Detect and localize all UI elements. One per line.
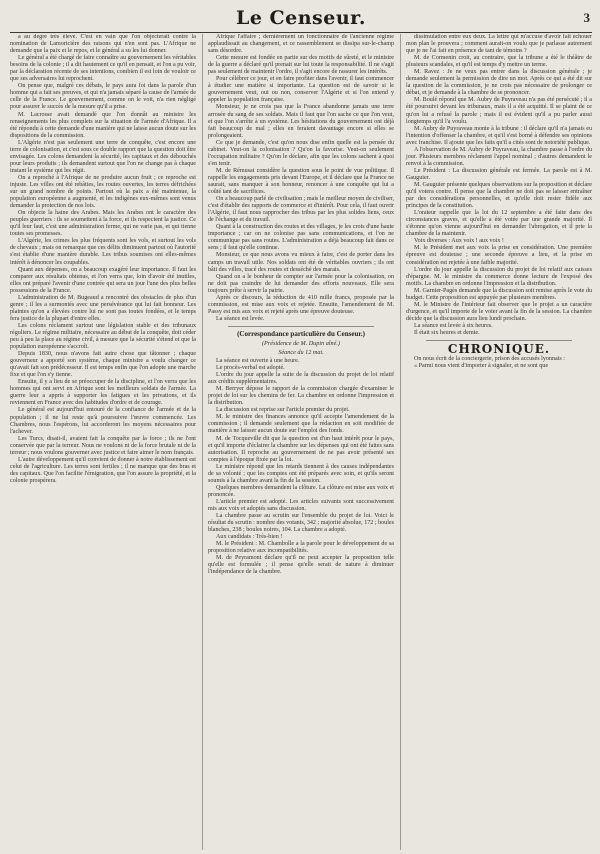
paragraph: On objecte la haine des Arabes. Mais les Arabes ont le caractère des peuples guerriers : ils se soumettent à la force, et ils respectent la justice. Ce qu'il leur faut, c'est une administration ferme, qui ne varie pas, et qui tienne toutes ses promesses. [10, 210, 196, 238]
paragraph: Cette mesure est fondée en partie sur des motifs de sûreté, et le ministre de la guerre a déclaré qu'il prenait sur lui toute la responsabilité. Il ne s'agit pas seulement de maintenir l'ordre, il s'agit encore de rassurer les intérêts. [208, 55, 394, 76]
paragraph: Monsieur, ce que nous avons vu mieux à faire, c'est de porter dans les camps un travail utile. Nos soldats ont été de véritables ouvriers ; ils ont bâti des villes, tracé des routes et desséché des marais. [208, 252, 394, 273]
paragraph: L'ordre du jour appelle la discussion du projet de loi relatif aux caisses d'épargne. M. le ministre du commerce donne lecture de l'exposé des motifs. La chambre en ordonne l'impression et la distribution. [406, 266, 592, 287]
paragraph: L'autre développement qu'il convient de donner à notre établissement est celui de l'agriculture. Les terres sont fertiles ; il ne manque que des bras et des capitaux. Que l'on facilite l'émigration, que l'on assure la propriété, et la colonie prospérera. [10, 456, 196, 484]
column-middle [202, 34, 394, 850]
paragraph: Pour célébrer ce jour, et en faire profiter dans l'avenir, il faut commencer à étudier une matière si importante. La question est de savoir si le gouvernement veut, oui ou non, conserver l'Algérie et si l'on entend y appeler la population française. [208, 76, 394, 104]
paragraph: M. Garnier-Pagès demande que la discussion soit remise après le vote du budget. Cette proposition est appuyée par plusieurs membres. [406, 287, 592, 301]
paragraph: La chambre passe au scrutin sur l'ensemble du projet de loi. Voici le résultat du scrutin : nombre des votants, 342 ; majorité absolue, 172 ; boules blanches, 238 ; boules noires, 104. La chambre a adopté. [208, 513, 394, 534]
paragraph: Monsieur, je ne crois pas que la France abandonne jamais une terre arrosée du sang de ses soldats. Mais il faut que l'on sache ce que l'on veut, et que l'on s'arrête à un système. Les hésitations du gouvernement ont déjà fait beaucoup de mal ; elles en feraient davantage encore si elles se prolongeaient. [208, 104, 394, 139]
paragraph: On nous écrit de la conciergerie, prison des accusés lyonnais : [414, 356, 565, 363]
paragraph: M. Lacrosse avait demandé que l'on donnât au ministre les renseignements les plus complets sur la situation de l'armée d'Afrique. Il a été répondu à cette demande d'une manière qui ne laisse aucun doute sur les dispositions de la commission. [10, 111, 196, 139]
paragraph: « Parmi nous vient d'importer à signaler, et ne sont que [414, 363, 549, 370]
paragraph: La séance est levée. [216, 315, 265, 322]
paragraph: M. Berryer dépose le rapport de la commission chargée d'examiner le projet de loi sur les chemins de fer. La chambre en ordonne l'impression et la distribution. [208, 386, 394, 407]
paragraph: L'orateur rappelle que la loi du 12 septembre a été faite dans des circonstances graves, et qu'elle a été votée par une grande majorité. Il s'étonne qu'on vienne aujourd'hui en demander l'abrogation, et il prie la chambre de la maintenir. [406, 210, 592, 238]
paragraph: M. Aubry de Puyraveau monte à la tribune : il déclare qu'il n'a jamais eu l'intention d'offenser la chambre, et qu'il s'est borné à défendre ses opinions avec franchise. Il ajoute que les faits qu'il a cités sont de notoriété publique. [406, 125, 592, 146]
paragraph: Depuis 1830, nous n'avons fait autre chose que tâtonner ; chaque gouverneur a apporté son système, chaque ministre a voulu changer ce qu'avait fait son prédécesseur. Il est temps enfin que l'on adopte une marche fixe et que l'on s'y tienne. [10, 351, 196, 379]
paragraph: Les colons réclament surtout une législation stable et des tribunaux réguliers. Le régime militaire, nécessaire au début de la conquête, doit céder peu à peu la place au régime civil, à mesure que la sécurité s'étend et que la population européenne s'accroît. [10, 322, 196, 351]
paragraph: On pense que, malgré ces débats, le pays aura foi dans la parole d'un homme qui a fait ses preuves, et qui n'a jamais séparé la cause de l'armée de celle de la France. Le gouvernement, comme on le voit, n'a rien négligé pour assurer le succès de la mesure qu'il a prise. [10, 83, 196, 111]
paragraph: M. Boulé répond que M. Aubry de Puyraveau n'a pas été persécuté ; il a été poursuivi devant les tribunaux, mais il a été acquitté. Il se plaint de ce qu'on lui a refusé la parole ; mais il est évident qu'il a pu parler aussi longtemps qu'il l'a voulu. [406, 97, 592, 125]
newspaper-title: Le Censeur. [235, 7, 367, 29]
paragraph: Ensuite, il y a lieu de se préoccuper de la discipline, et l'on verra que les hommes qui ont servi en Afrique sont les meilleurs soldats de l'armée. La guerre leur a appris à supporter les fatigues et les privations, et ils reviennent en France avec des habitudes d'ordre et de courage. [10, 379, 196, 407]
paragraph: Après ce discours, la réduction de 410 mille francs, proposée par la commission, est mise aux voix et rejetée. Ensuite, l'amendement de M. Passy est mis aux voix et rejeté après une épreuve douteuse. [208, 294, 394, 315]
paragraph: Voix diverses : Aux voix ! aux voix ! [414, 238, 504, 245]
paragraph: Quant aux dépenses, on a beaucoup exagéré leur importance. Il faut les comparer aux résultats obtenus, et l'on verra que, loin d'avoir été inutiles, elles ont préparé l'avenir d'une contrée qui sera un jour l'une des plus belles possessions de la France. [10, 266, 196, 294]
paragraph: M. de Peyramont déclare qu'il ne peut accepter la proposition telle qu'elle est formulée ; il pense qu'elle serait de nature à diminuer l'indépendance de la chambre. [208, 555, 394, 576]
paragraph: Le Président : La discussion générale est fermée. La parole est à M. Gauguier. [406, 167, 592, 181]
paragraph: A l'observation de M. Aubry de Puyraveau, la chambre passe à l'ordre du jour. Plusieurs membres réclament l'appel nominal ; d'autres demandent le renvoi à la commission. [406, 146, 592, 167]
paragraph: Le général a été chargé de faire connaître au gouvernement les véritables besoins de la colonie ; il a dit hautement ce qu'il en pensait, et l'on a pu voir, par la déclaration récente de ses intentions, combien il est loin de vouloir ce que ses adversaires lui reprochent. [10, 55, 196, 83]
paragraph: Le général est aujourd'hui entouré de la confiance de l'armée et de la population ; il ne lui reste qu'à poursuivre l'œuvre commencée. Les Chambres, nous l'espérons, lui accorderont les moyens nécessaires pour l'achever. [10, 407, 196, 435]
paragraph: Il était six heures et demie. [414, 329, 480, 336]
paragraph: L'article premier est adopté. Les articles suivants sont successivement mis aux voix et adoptés sans discussion. [208, 498, 394, 512]
paragraph: M. de Rémusat considère la question sous le point de vue politique. Il rappelle les engagements pris devant l'Europe, et il déclare que la France ne saurait, sans manquer à son honneur, renoncer à une conquête qui lui a coûté tant de sacrifices. [208, 167, 394, 196]
paragraph: M. le ministre des finances annonce qu'il accepte l'amendement de la commission ; il demande seulement que la rédaction en soit modifiée de manière à ne laisser aucun doute sur l'emploi des fonds. [208, 414, 394, 435]
article-columns [10, 34, 592, 850]
paragraph: Les Turcs, disait-il, avaient fait la conquête par la force ; ils ne l'ont conservée que par la terreur. Nous ne voulons ni de la force brutale ni de la terreur ; nous voulons gouverner avec justice et faire aimer le nom français. [10, 435, 196, 456]
section-divider [228, 326, 374, 327]
paragraph: Aux candidats : Très-bien ! [216, 534, 283, 541]
paragraph: L'Algérie, les crimes les plus fréquents sont les vols, et surtout les vols de chevaux ; mais on remarque que ces délits diminuent partout où l'autorité s'est établie d'une manière durable. Les tribus soumises ont elles-mêmes intérêt à dénoncer les coupables. [10, 238, 196, 266]
paragraph: L'ordre du jour appelle la suite de la discussion du projet de loi relatif aux crédits supplémentaires. [208, 372, 394, 386]
paragraph: M. le Président met aux voix la prise en considération. Une première épreuve est douteuse ; une seconde épreuve a lieu, et la prise en considération est rejetée à une faible majorité. [406, 245, 592, 266]
paragraph: Quelques membres demandent la clôture. La clôture est mise aux voix et prononcée. [208, 484, 394, 498]
session-president: (Présidence de M. Dupin aîné.) [261, 339, 340, 347]
paragraph: Quant à la construction des routes et des villages, je les crois d'une haute importance ; car on ne colonise pas sans communications, et l'on ne communique pas sans routes. L'administration a déjà beaucoup fait dans ce sens ; il faut qu'elle continue. [208, 224, 394, 252]
paragraph: Le procès-verbal est adopté. [216, 365, 285, 372]
paragraph: M. le Ministre de l'intérieur fait observer que le projet a un caractère d'urgence, et qu'il importe de le voter avant la fin de la session. La chambre décide que la discussion aura lieu lundi prochain. [406, 301, 592, 322]
paragraph: M. le Président : M. Chambolle a la parole pour le développement de sa proposition relative aux incompatibilités. [208, 541, 394, 555]
paragraph: On a beaucoup parlé de civilisation ; mais le meilleur moyen de civiliser, c'est d'établir des rapports de commerce et d'intérêt. Pour cela, il faut ouvrir l'Algérie, il faut nous rapprocher des tribus par les plus solides liens, ceux de l'échange et du travail. [208, 196, 394, 224]
column-right [400, 34, 592, 850]
chronicle-heading: CHRONIQUE. [447, 342, 551, 357]
paragraph: L'Algérie n'est pas seulement une terre de conquête, c'est encore une terre de colonisation, et c'est sous ce double rapport que la question doit être envisagée. Les colons demandent la sécurité, les capitaux et des débouchés pour leurs produits ; ils demandent surtout que l'on ne change pas à chaque instant le système qui les régit. [10, 139, 196, 174]
paragraph: dissimulation entre eux deux. La lettre qui m'accuse d'avoir fait échouer mon plan le prouvera ; comment aurait-on voulu que je parlasse autrement que je ne l'ai fait en présence de tant de témoins ? [406, 34, 592, 55]
paragraph: M. Ravez : Je ne veux pas entrer dans la discussion générale ; je demande seulement la permission de dire un mot. Après ce qui a été dit sur la question de la commission, je ne crois pas nécessaire de prolonger ce débat, et je demande à la chambre de se prononcer. [406, 69, 592, 97]
paragraph: La séance est levée à six heures. [414, 322, 493, 329]
session-date: Séance du 12 mai. [278, 348, 324, 356]
paragraph: Ce que je demande, c'est qu'on nous dise enfin quelle est la pensée du cabinet. Veut-on la colonisation ? Qu'on la favorise. Veut-on seulement l'occupation militaire ? Qu'on le déclare, afin que les colons sachent à quoi s'en tenir. [208, 139, 394, 167]
correspondence-heading: (Correspondance particulière du Censeur.) [237, 329, 365, 338]
paragraph: La séance est ouverte à une heure. [216, 358, 300, 365]
paragraph: M. de Tocqueville dit que la question est d'un haut intérêt pour le pays, et qu'il importe d'éclairer la chambre sur les dépenses qui ont été faites sans autorisation. Il reproche au gouvernement de ne pas avoir présenté ses comptes à l'époque fixée par la loi. [208, 435, 394, 463]
page-number: 3 [583, 10, 590, 25]
paragraph: Le ministre répond que les retards tiennent à des causes indépendantes de sa volonté ; que les comptes ont été préparés avec soin, et qu'ils seront soumis à la chambre avant la fin de la session. [208, 463, 394, 484]
masthead [10, 6, 592, 33]
paragraph: M. de Cormenin croit, au contraire, que la tribune a été le théâtre de plusieurs scandales, et qu'il est temps d'y mettre un terme. [406, 55, 592, 69]
section-divider [426, 340, 572, 341]
paragraph: On a reproché à l'Afrique de ne produire aucun fruit ; ce reproche est injuste. Les villes ont été rebâties, les routes ouvertes, les terres défrichées sur un grand nombre de points. Partout où la paix a été maintenue, la population européenne a augmenté, et les indigènes eux-mêmes sont venus demander la protection de nos lois. [10, 174, 196, 210]
paragraph: La discussion est reprise sur l'article premier du projet. [216, 407, 350, 414]
paragraph: M. Gauguier présente quelques observations sur la proposition et déclare qu'il votera contre. Il pense que la chambre ne doit pas se laisser entraîner par des considérations personnelles, et qu'elle doit rester fidèle aux principes de la constitution. [406, 181, 592, 210]
paragraph: Quand on a le bonheur de compter sur l'armée pour la colonisation, on ne doit pas craindre de lui demander des efforts nouveaux. Elle sera toujours prête à servir la patrie. [208, 273, 394, 294]
paragraph: Afrique l'affaire ; dernièrement un fonctionnaire de l'ancienne régime applaudissait au changement, et ce rassemblement se dissipa sur-le-champ sans désordre. [208, 34, 394, 55]
column-left [10, 34, 196, 850]
paragraph: a au degré très élevé. C'est en vain que l'on objecterait contre la nomination de Lamoricière des raisons qui n'en sont pas. L'Afrique ne demande que la paix et le repos, et le général a su les lui donner. [10, 34, 196, 55]
paragraph: L'administration de M. Bugeaud a rencontré des obstacles de plus d'un genre ; il les a surmontés avec une persévérance qui lui fait honneur. Les plaintes qu'on a élevées contre lui ne sont pas toutes fondées, et le temps fera justice de la plupart d'entre elles. [10, 294, 196, 322]
